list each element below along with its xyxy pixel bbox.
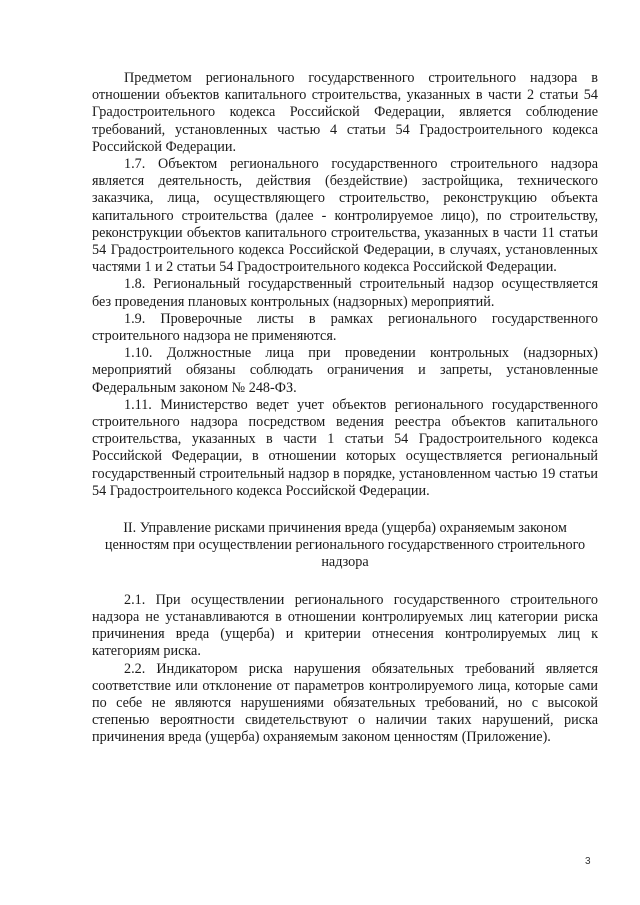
- paragraph-2-2: 2.2. Индикатором риска нарушения обязательных требований является соответствие или отклонение от параметров контролируемого лица, которые сами по себе не являются нарушениями обязательных требований, но с высокой степенью вероятности свидетельствуют о наличии таких нарушений, риска причинения вреда (ущерба) охраняемым законом ценностям (Приложение).: [92, 660, 598, 746]
- paragraph-1-9: 1.9. Проверочные листы в рамках регионального государственного строительного надзора не применяются.: [92, 310, 598, 345]
- paragraph-1-10: 1.10. Должностные лица при проведении контрольных (надзорных) мероприятий обязаны соблюдать ограничения и запреты, установленные Федеральным законом № 248-ФЗ.: [92, 345, 598, 396]
- section-heading-ii: II. Управление рисками причинения вреда (ущерба) охраняемым законом ценностям при осуществлении регионального государственного строительного надзора: [104, 520, 586, 571]
- paragraph-1-7: 1.7. Объектом регионального государственного строительного надзора является деятельность, действия (бездействие) застройщика, технического заказчика, лица, осуществляющего строительство, реконструкцию объекта капитального строительства (далее - контролируемое лицо), по строительству, реконструкции объектов капитального строительства, указанных в части 11 статьи 54 Градостроительного кодекса Российской Федерации, в случаях, установленных частями 1 и 2 статьи 54 Градостроительного кодекса Российской Федерации.: [92, 156, 598, 276]
- page-number: 3: [585, 856, 591, 867]
- paragraph-1-8: 1.8. Региональный государственный строительный надзор осуществляется без проведения плановых контрольных (надзорных) мероприятий.: [92, 276, 598, 310]
- paragraph-subject-of-supervision: Предметом регионального государственного строительного надзора в отношении объектов капитального строительства, указанных в части 2 статьи 54 Градостроительного кодекса Российской Федерации, является соблюдение требований, установленных частью 4 статьи 54 Градостроительного кодекса Российской Федерации.: [92, 70, 598, 155]
- paragraph-1-11: 1.11. Министерство ведет учет объектов регионального государственного строительного надзора посредством ведения реестра объектов капитального строительства, указанных в части 1 статьи 54 Градостроительного кодекса Российской Федерации, в отношении которых осуществляется региональный государственный строительный надзор в порядке, установленном частью 19 статьи 54 Градостроительного кодекса Российской Федерации.: [92, 396, 598, 499]
- document-body: [92, 70, 598, 747]
- paragraph-2-1: 2.1. При осуществлении регионального государственного строительного надзора не устанавливаются в отношении контролируемых лиц категории риска причинения вреда (ущерба) и критерии отнесения контролируемых лиц к категориям риска.: [92, 591, 598, 660]
